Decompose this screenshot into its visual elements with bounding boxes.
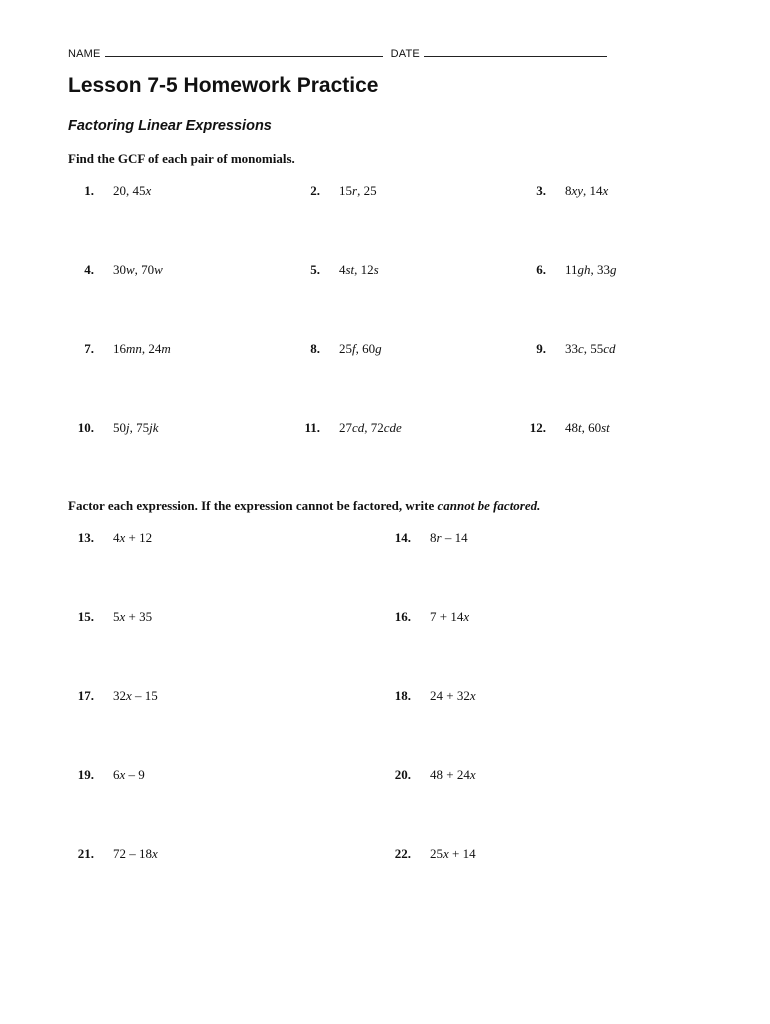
name-label: NAME [68, 48, 101, 60]
problem-expression: 25x + 14 [430, 846, 476, 861]
problem-number: 13. [77, 530, 94, 545]
problem-expression: 25f, 60g [339, 341, 382, 356]
problem-expression: 72 – 18x [113, 846, 158, 861]
problem-number: 15. [77, 609, 94, 624]
problem-expression: 50j, 75jk [113, 420, 159, 435]
name-date-header [68, 46, 607, 60]
problem-expression: 4st, 12s [339, 262, 379, 277]
problem-number: 9. [536, 341, 546, 356]
problem-number: 18. [394, 688, 411, 703]
problem-expression: 33c, 55cd [565, 341, 616, 356]
problem-expression: 20, 45x [113, 183, 152, 198]
problem-expression: 16mn, 24m [113, 341, 171, 356]
problem-expression: 15r, 25 [339, 183, 377, 198]
problem-number: 12. [529, 420, 546, 435]
problem-number: 19. [77, 767, 94, 782]
date-label: DATE [390, 48, 420, 60]
problem-expression: 8xy, 14x [565, 183, 609, 198]
problem-expression: 4x + 12 [113, 530, 153, 545]
problem-expression: 27cd, 72cde [339, 420, 402, 435]
problem-number: 2. [310, 183, 320, 198]
problem-number: 7. [84, 341, 94, 356]
problem-expression: 30w, 70w [113, 262, 163, 277]
problem-number: 4. [84, 262, 94, 277]
problem-number: 6. [536, 262, 546, 277]
problem-expression: 11gh, 33g [565, 262, 617, 277]
problem-number: 16. [394, 609, 411, 624]
problem-expression: 7 + 14x [430, 609, 470, 624]
name-field[interactable] [105, 46, 383, 57]
problem-expression: 48t, 60st [565, 420, 610, 435]
problem-number: 21. [77, 846, 94, 861]
problem-number: 17. [77, 688, 94, 703]
page-title: Lesson 7-5 Homework Practice [68, 74, 379, 97]
problem-number: 3. [536, 183, 546, 198]
problem-expression: 6x – 9 [113, 767, 145, 782]
problem-expression: 8r – 14 [430, 530, 468, 545]
problem-expression: 24 + 32x [430, 688, 476, 703]
problem-expression: 48 + 24x [430, 767, 476, 782]
date-field[interactable] [424, 46, 607, 57]
problem-number: 1. [84, 183, 94, 198]
section1-instruction: Find the GCF of each pair of monomials. [68, 151, 295, 166]
problem-number: 11. [304, 420, 320, 435]
problem-number: 5. [310, 262, 320, 277]
section2-instruction [68, 498, 540, 514]
section2-instruction-italic: cannot be factored. [437, 498, 541, 513]
problem-number: 8. [310, 341, 320, 356]
section2-instruction-main: Factor each expression. If the expression cannot be factored, write [68, 498, 438, 513]
problem-expression: 32x – 15 [113, 688, 158, 703]
problem-number: 20. [394, 767, 411, 782]
problem-expression: 5x + 35 [113, 609, 153, 624]
page-subtitle: Factoring Linear Expressions [68, 118, 272, 134]
problem-number: 14. [394, 530, 411, 545]
problem-number: 10. [77, 420, 94, 435]
problem-number: 22. [394, 846, 411, 861]
